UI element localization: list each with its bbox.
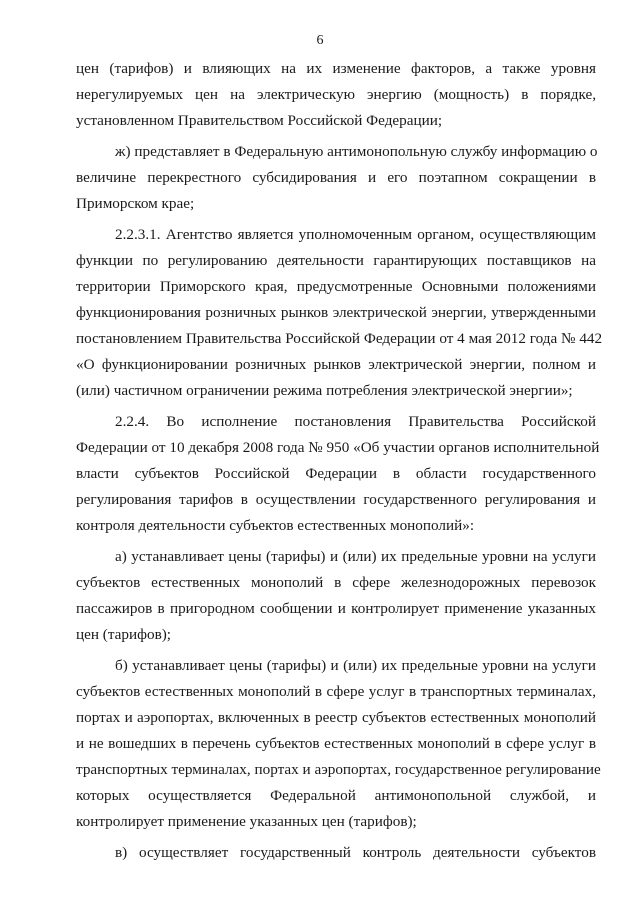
text-line: цен (тарифов) и влияющих на их изменение факторов, а также уровня [76, 60, 596, 77]
text-line: транспортных терминалах, портах и аэропортах, государственное регулирование [76, 761, 601, 778]
text-line: величине перекрестного субсидирования и его поэтапном сокращении в [76, 169, 596, 186]
paragraph-2-2-4 [76, 409, 600, 539]
text-line: субъектов естественных монополий в сфере железнодорожных перевозок [76, 574, 596, 591]
text-line: (или) частичном ограничении режима потребления электрической энергии»; [76, 382, 573, 399]
text-line: нерегулируемых цен на электрическую энергию (мощность) в порядке, [76, 86, 596, 103]
text-line: «О функционировании розничных рынков электрической энергии, полном и [76, 356, 596, 373]
text-line: пассажиров в пригородном сообщении и контролирует применение указанных [76, 600, 596, 617]
paragraph-item-zh [76, 139, 596, 217]
paragraph-item-b [76, 653, 601, 835]
text-line: Приморском крае; [76, 195, 195, 212]
text-line: постановлением Правительства Российской Федерации от 4 мая 2012 года № 442 [76, 330, 603, 347]
text-line: власти субъектов Российской Федерации в области государственного [76, 465, 596, 482]
text-line: субъектов естественных монополий в сфере услуг в транспортных терминалах, [76, 683, 596, 700]
text-line: регулирования тарифов в осуществлении государственного регулирования и [76, 491, 596, 508]
text-line: б) устанавливает цены (тарифы) и (или) их предельные уровни на услуги [115, 657, 596, 674]
text-line: контроля деятельности субъектов естественных монополий»: [76, 517, 475, 534]
page-number: 6 [316, 33, 324, 48]
paragraph-2-2-3-1 [76, 222, 603, 404]
text-line: функционирования розничных рынков электрической энергии, утвержденными [76, 304, 596, 321]
text-line: 2.2.4. Во исполнение постановления Правительства Российской [115, 413, 596, 430]
text-line: цен (тарифов); [76, 626, 172, 643]
text-line: которых осуществляется Федеральной антимонопольной службой, и [76, 787, 596, 804]
document-body [76, 56, 603, 866]
paragraph-tariff-factors-continued [76, 56, 596, 134]
text-line: портах и аэропортах, включенных в реестр субъектов естественных монополий [76, 709, 596, 726]
paragraph-item-a [76, 544, 596, 648]
text-line: и не вошедших в перечень субъектов естественных монополий в сфере услуг в [76, 735, 596, 752]
text-line: ж) представляет в Федеральную антимонопольную службу информацию о [115, 143, 598, 160]
text-line: в) осуществляет государственный контроль деятельности субъектов [115, 844, 596, 861]
text-line: 2.2.3.1. Агентство является уполномоченным органом, осуществляющим [115, 226, 596, 243]
text-line: контролирует применение указанных цен (тарифов); [76, 813, 417, 830]
paragraph-item-v [76, 840, 596, 866]
text-line: функции по регулированию деятельности гарантирующих поставщиков на [76, 252, 596, 269]
text-line: а) устанавливает цены (тарифы) и (или) их предельные уровни на услуги [115, 548, 596, 565]
text-line: Федерации от 10 декабря 2008 года № 950 «Об участии органов исполнительной [76, 439, 600, 456]
text-line: установленном Правительством Российской Федерации; [76, 112, 443, 129]
text-line: территории Приморского края, предусмотренные Основными положениями [76, 278, 596, 295]
